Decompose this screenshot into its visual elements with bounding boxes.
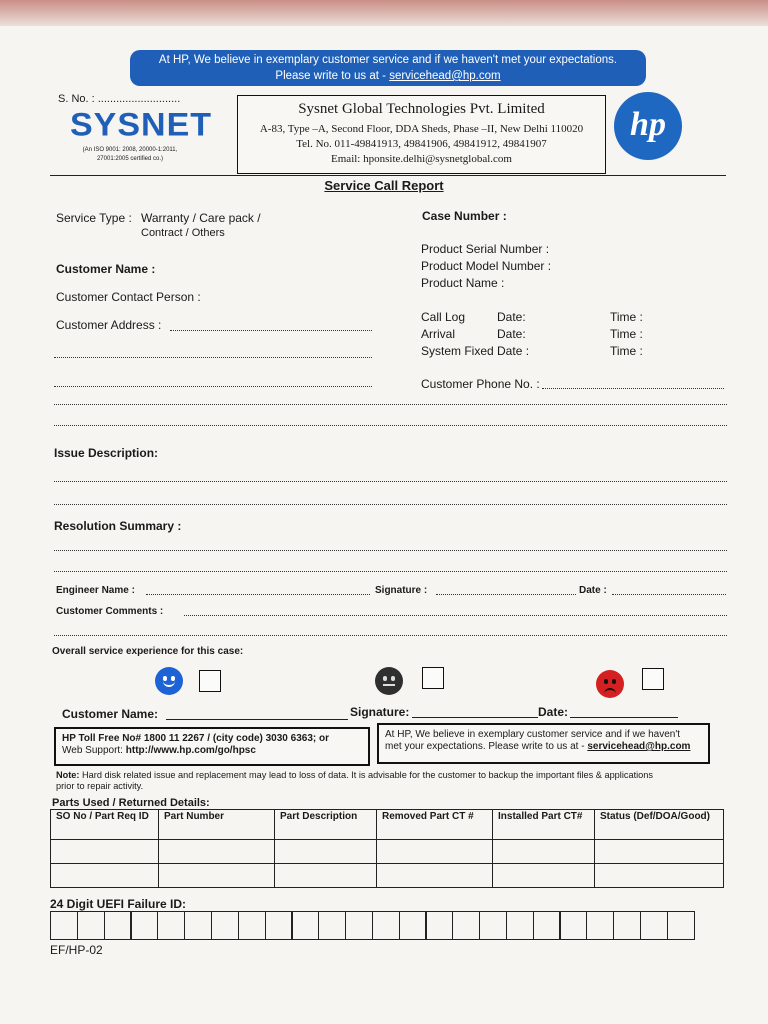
table-cell[interactable] xyxy=(275,840,377,864)
uefi-digit-box[interactable] xyxy=(506,911,534,940)
product-model-label: Product Model Number : xyxy=(421,259,552,273)
customer-phone-field[interactable] xyxy=(542,388,724,389)
banner-line-1: At HP, We believe in exemplary customer service and if we haven't met your expectations. xyxy=(158,54,618,66)
iso-line-1: (An ISO 9001: 2008, 20000-1:2011, xyxy=(82,147,178,153)
feedback-email-link[interactable]: servicehead@hp.com xyxy=(587,741,691,752)
engineer-signature-label: Signature : xyxy=(375,585,428,596)
sig-customer-name-field[interactable] xyxy=(166,719,348,720)
neutral-face-icon xyxy=(375,667,403,695)
table-cell[interactable] xyxy=(377,840,493,864)
table-cell[interactable] xyxy=(493,840,595,864)
uefi-digit-box[interactable] xyxy=(77,911,105,940)
customer-comments-label: Customer Comments : xyxy=(56,606,164,617)
uefi-digit-box[interactable] xyxy=(104,911,132,940)
col-part-description: Part Description xyxy=(275,810,377,840)
uefi-digit-box[interactable] xyxy=(291,911,319,940)
arrival-time-label: Time : xyxy=(610,327,643,341)
issue-description-label: Issue Description: xyxy=(54,446,159,460)
company-tel: Tel. No. 011-49841913, 49841906, 49841912, 49841907 xyxy=(296,138,547,150)
feedback-line-1: At HP, We believe in exemplary customer service and if we haven't xyxy=(385,729,681,740)
table-row xyxy=(51,864,724,888)
sad-checkbox[interactable] xyxy=(642,668,664,690)
feedback-info-box xyxy=(377,723,710,764)
feedback-line-2-prefix: met your expectations. Please write to us at - xyxy=(385,741,588,752)
banner-email: servicehead@hp.com xyxy=(389,70,501,82)
uefi-boxes xyxy=(50,911,694,940)
iso-certification xyxy=(60,146,200,164)
service-type-label: Service Type : xyxy=(56,211,132,225)
resolution-line-1[interactable] xyxy=(54,550,727,551)
address-line-3[interactable] xyxy=(54,386,372,387)
system-fixed-label: System Fixed Date : xyxy=(421,344,530,358)
web-support-prefix: Web Support: xyxy=(62,745,126,756)
parts-table xyxy=(50,809,724,888)
table-cell[interactable] xyxy=(377,864,493,888)
uefi-digit-box[interactable] xyxy=(479,911,507,940)
form-title: Service Call Report xyxy=(324,178,444,193)
banner-line-2 xyxy=(130,68,646,84)
uefi-digit-box[interactable] xyxy=(533,911,561,940)
customer-comments-line-2[interactable] xyxy=(54,635,727,636)
table-cell[interactable] xyxy=(595,864,724,888)
footer-code: EF/HP-02 xyxy=(50,943,103,957)
iso-line-2: 27001:2005 certified co.) xyxy=(96,156,164,162)
engineer-name-field[interactable] xyxy=(146,594,370,595)
col-installed-part: Installed Part CT# xyxy=(493,810,595,840)
feedback-line-2 xyxy=(385,741,702,753)
sig-date-field[interactable] xyxy=(570,717,678,718)
uefi-digit-box[interactable] xyxy=(265,911,293,940)
system-fixed-time-label: Time : xyxy=(610,344,643,358)
sad-face-icon xyxy=(596,670,624,698)
uefi-label: 24 Digit UEFI Failure ID: xyxy=(50,897,187,911)
table-cell[interactable] xyxy=(51,864,159,888)
uefi-digit-box[interactable] xyxy=(425,911,453,940)
experience-label: Overall service experience for this case: xyxy=(52,646,244,657)
support-info-box xyxy=(54,727,370,766)
address-line-4[interactable] xyxy=(54,404,727,405)
case-number-label: Case Number : xyxy=(422,209,507,223)
sig-signature-field[interactable] xyxy=(412,717,538,718)
company-address-box xyxy=(237,95,606,174)
sig-signature-label: Signature: xyxy=(350,705,410,719)
uefi-digit-box[interactable] xyxy=(238,911,266,940)
company-email: Email: hponsite.delhi@sysnetglobal.com xyxy=(331,153,512,165)
happy-checkbox[interactable] xyxy=(199,670,221,692)
table-cell[interactable] xyxy=(493,864,595,888)
company-address: A-83, Type –A, Second Floor, DDA Sheds, Phase –II, New Delhi 110020 xyxy=(259,123,584,135)
table-row xyxy=(51,840,724,864)
uefi-digit-box[interactable] xyxy=(184,911,212,940)
uefi-digit-box[interactable] xyxy=(157,911,185,940)
customer-address-label: Customer Address : xyxy=(56,318,162,332)
uefi-digit-box[interactable] xyxy=(399,911,427,940)
uefi-digit-box[interactable] xyxy=(318,911,346,940)
arrival-label: Arrival xyxy=(421,327,456,341)
table-cell[interactable] xyxy=(159,864,275,888)
col-so-no: SO No / Part Req ID xyxy=(51,810,159,840)
happy-face-icon xyxy=(155,667,183,695)
address-line-2[interactable] xyxy=(54,357,372,358)
company-name: Sysnet Global Technologies Pvt. Limited xyxy=(298,101,545,117)
uefi-digit-box[interactable] xyxy=(211,911,239,940)
sig-date-label: Date: xyxy=(538,705,569,719)
service-type-options-1: Warranty / Care pack / xyxy=(141,211,261,225)
uefi-digit-box[interactable] xyxy=(452,911,480,940)
web-support-link[interactable]: http://www.hp.com/go/hpsc xyxy=(125,745,256,756)
web-support-line xyxy=(62,745,362,757)
neutral-checkbox[interactable] xyxy=(422,667,444,689)
uefi-digit-box[interactable] xyxy=(640,911,668,940)
product-serial-label: Product Serial Number : xyxy=(421,242,550,256)
engineer-date-field[interactable] xyxy=(612,594,726,595)
call-log-time-label: Time : xyxy=(610,310,643,324)
arrival-date-label: Date: xyxy=(497,327,526,341)
uefi-digit-box[interactable] xyxy=(559,911,587,940)
col-removed-part: Removed Part CT # xyxy=(377,810,493,840)
uefi-digit-box[interactable] xyxy=(50,911,78,940)
uefi-digit-box[interactable] xyxy=(613,911,641,940)
engineer-signature-field[interactable] xyxy=(436,594,576,595)
resolution-line-2[interactable] xyxy=(54,571,727,572)
customer-name-label: Customer Name : xyxy=(56,262,156,276)
uefi-digit-box[interactable] xyxy=(667,911,695,940)
serial-number: S. No. : ........................... xyxy=(58,93,181,105)
sig-customer-name-label: Customer Name: xyxy=(62,707,159,721)
note xyxy=(56,770,653,792)
table-cell[interactable] xyxy=(159,840,275,864)
note-text-2: prior to repair activity. xyxy=(56,781,144,791)
address-line-1[interactable] xyxy=(170,330,372,331)
issue-line-1[interactable] xyxy=(54,481,727,482)
product-name-label: Product Name : xyxy=(421,276,505,290)
col-part-number: Part Number xyxy=(159,810,275,840)
address-line-5[interactable] xyxy=(54,425,727,426)
header-divider xyxy=(50,175,726,176)
note-text: Hard disk related issue and replacement may lead to loss of data. It is advisable for the customer to backup the important files & applications xyxy=(79,770,653,780)
toll-free-line: HP Toll Free No# 1800 11 2267 / (city code) 3030 6363; or xyxy=(62,733,329,744)
parts-header-row xyxy=(51,810,724,840)
table-cell[interactable] xyxy=(51,840,159,864)
engineer-date-label: Date : xyxy=(579,585,607,596)
customer-phone-label: Customer Phone No. : xyxy=(421,377,540,391)
note-label: Note: xyxy=(56,770,80,780)
top-banner xyxy=(130,50,646,86)
service-type-options-2: Contract / Others xyxy=(141,227,225,239)
sysnet-logo: SYSNET xyxy=(70,106,213,144)
table-cell[interactable] xyxy=(595,840,724,864)
parts-title: Parts Used / Returned Details: xyxy=(52,797,210,809)
uefi-digit-box[interactable] xyxy=(372,911,400,940)
contact-person-label: Customer Contact Person : xyxy=(56,290,201,304)
call-log-date-label: Date: xyxy=(497,310,526,324)
table-cell[interactable] xyxy=(275,864,377,888)
hp-logo: hp xyxy=(614,92,682,160)
resolution-summary-label: Resolution Summary : xyxy=(54,519,182,533)
uefi-digit-box[interactable] xyxy=(586,911,614,940)
issue-line-2[interactable] xyxy=(54,504,727,505)
banner-line-2-prefix: Please write to us at - xyxy=(275,70,390,82)
engineer-name-label: Engineer Name : xyxy=(56,585,135,596)
col-status: Status (Def/DOA/Good) xyxy=(595,810,724,840)
uefi-digit-box[interactable] xyxy=(130,911,158,940)
customer-comments-line-1[interactable] xyxy=(184,615,727,616)
uefi-digit-box[interactable] xyxy=(345,911,373,940)
call-log-label: Call Log xyxy=(421,310,466,324)
